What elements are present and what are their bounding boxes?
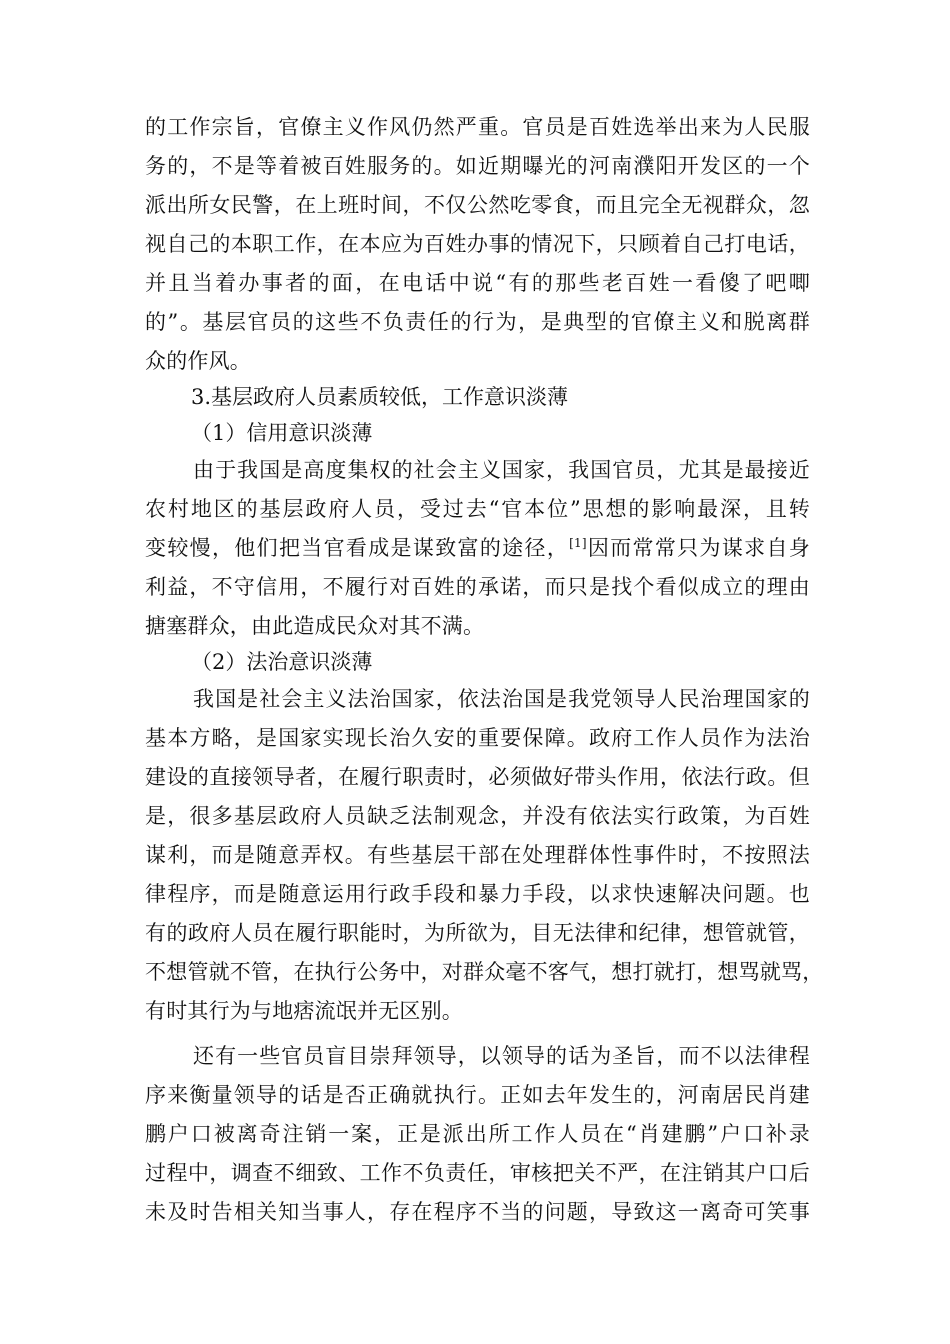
citation-ref: [1] (569, 536, 587, 550)
text-line: 的工作宗旨，官僚主义作风仍然严重。官员是百姓选举出来为人民服 (145, 115, 810, 139)
text-line: 律程序，而是随意运用行政手段和暴力手段，以求快速解决问题。也 (145, 882, 810, 906)
text-line: 由于我国是高度集权的社会主义国家，我国官员，尤其是最接近 (193, 458, 810, 482)
text-line: 众的作风。 (145, 349, 251, 373)
text-line: 鹏户口被离奇注销一案，正是派出所工作人员在“肖建鹏”户口补录 (145, 1122, 810, 1146)
text-line: 建设的直接领导者，在履行职责时，必须做好带头作用，依法行政。但 (145, 765, 810, 789)
text-line: 视自己的本职工作，在本应为百姓办事的情况下，只顾着自己打电话， (145, 232, 810, 256)
text-line: 搪塞群众，由此造成民众对其不满。 (145, 614, 485, 638)
section-heading: 3.基层政府人员素质较低，工作意识淡薄 (191, 385, 569, 409)
text-line: 基本方略，是国家实现长治久安的重要保障。政府工作人员作为法治 (145, 726, 810, 750)
text-line: 还有一些官员盲目崇拜领导，以领导的话为圣旨，而不以法律程 (193, 1044, 810, 1068)
text-line: 农村地区的基层政府人员，受过去“官本位”思想的影响最深，且转 (145, 497, 810, 521)
text-line: 的”。基层官员的这些不负责任的行为，是典型的官僚主义和脱离群 (145, 310, 810, 334)
text-line: 有时其行为与地痞流氓并无区别。 (145, 999, 463, 1023)
text-line: 派出所女民警，在上班时间，不仅公然吃零食，而且完全无视群众，忽 (145, 193, 810, 217)
text-line: 务的，不是等着被百姓服务的。如近期曝光的河南濮阳开发区的一个 (145, 154, 810, 178)
subsection-heading-credit: （1）信用意识淡薄 (191, 421, 373, 445)
text-line: 序来衡量领导的话是否正确就执行。正如去年发生的，河南居民肖建 (145, 1083, 810, 1107)
text-line: 利益，不守信用，不履行对百姓的承诺，而只是找个看似成立的理由 (145, 575, 810, 599)
text-line: 过程中，调查不细致、工作不负责任，审核把关不严，在注销其户口后 (145, 1161, 810, 1185)
text-segment: 变较慢，他们把当官看成是谋致富的途径， (145, 536, 570, 560)
text-line: 未及时告相关知当事人，存在程序不当的问题，导致这一离奇可笑事 (145, 1200, 810, 1224)
text-line: 有的政府人员在履行职能时，为所欲为，目无法律和纪律，想管就管， (145, 921, 810, 945)
text-line: 是，很多基层政府人员缺乏法制观念，并没有依法实行政策，为百姓 (145, 804, 810, 828)
text-line: 谋利，而是随意弄权。有些基层干部在处理群体性事件时，不按照法 (145, 843, 810, 867)
subsection-heading-rule-of-law: （2）法治意识淡薄 (191, 650, 373, 674)
text-segment: 因而常常只为谋求自身 (586, 536, 810, 560)
text-line: 我国是社会主义法治国家，依法治国是我党领导人民治理国家的 (193, 687, 810, 711)
text-line: 不想管就不管，在执行公务中，对群众毫不客气，想打就打，想骂就骂， (145, 960, 824, 984)
text-line (145, 533, 810, 563)
text-line: 并且当着办事者的面，在电话中说“有的那些老百姓一看傻了吧唧 (145, 271, 810, 295)
